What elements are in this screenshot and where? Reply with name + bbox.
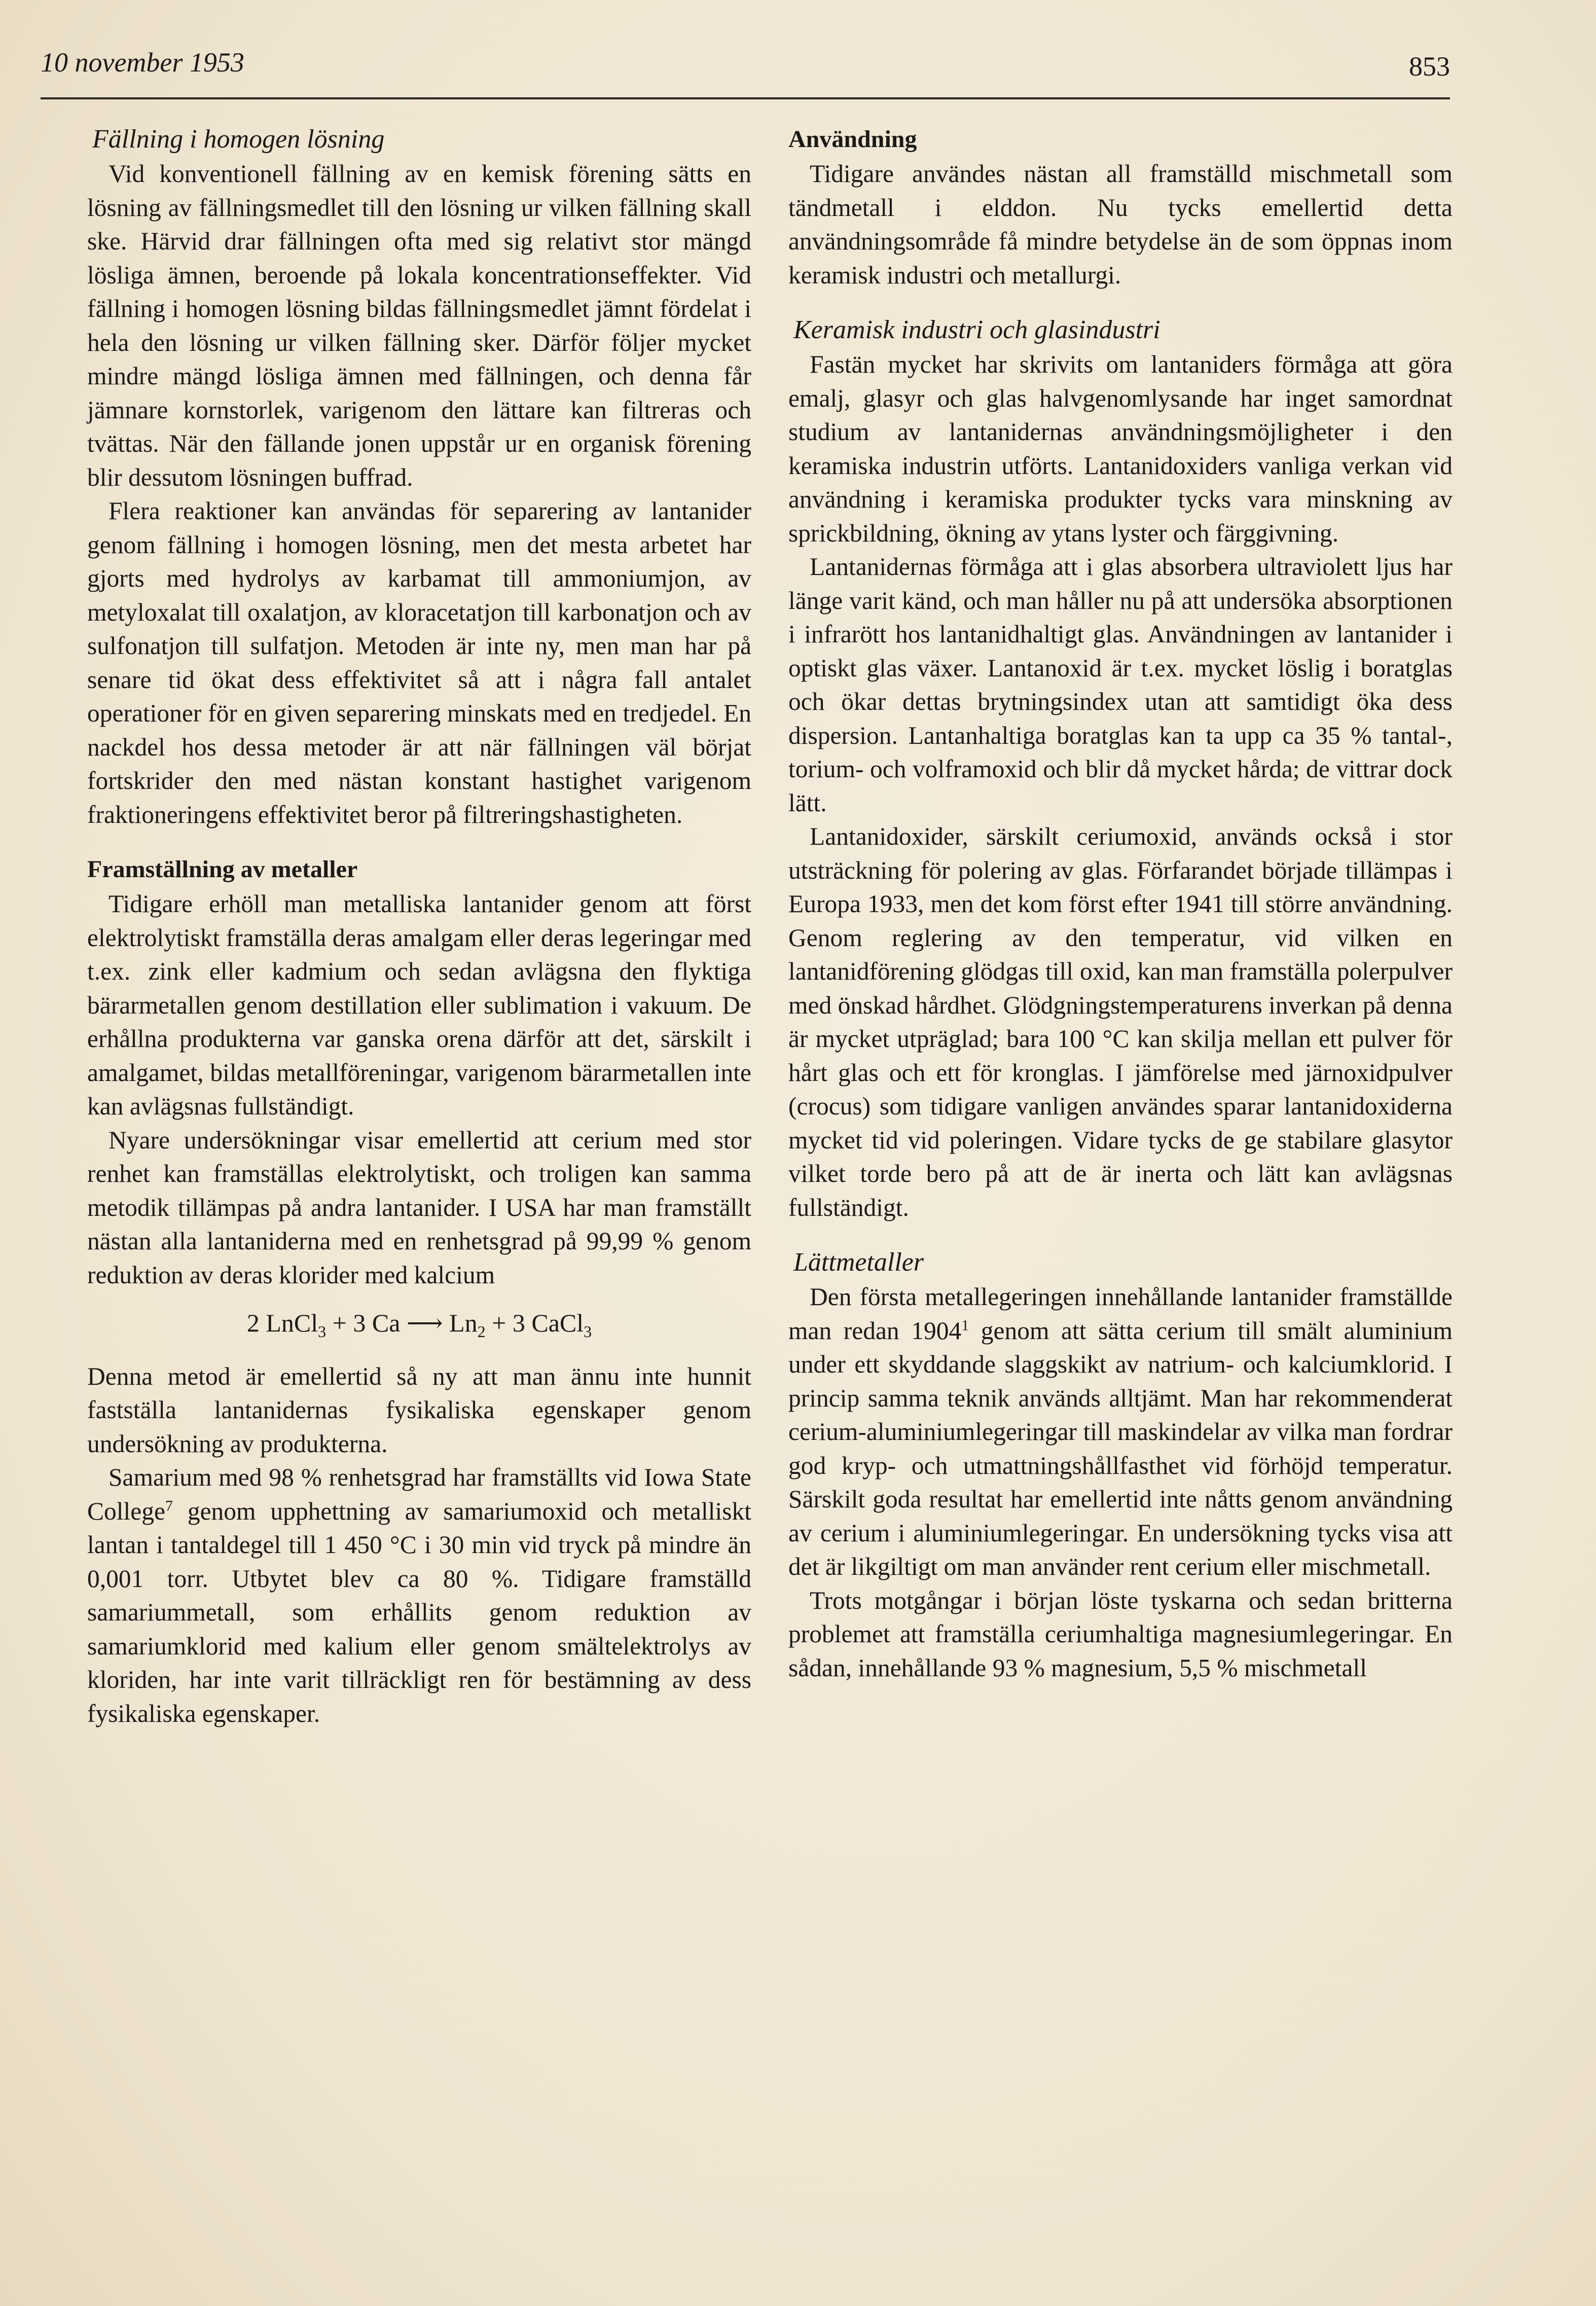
paragraph: Vid konventionell fällning av en kemisk förening sätts en lösning av fällningsmedlet till den lösning ur vilken fällning skall ske. Härvid drar fällningen ofta med sig relativt stor mängd lösliga ämnen, beroende på lokala koncentrationseffekter. Vid fällning i homogen lösning bildas fällningsmedlet jämnt fördelat i hela den lösning ur vilken fällning sker. Därför följer mycket mindre mängd lösliga ämnen med fällningen, och denna får jämnare kornstorlek, varigenom den lättare kan filtreras och tvättas. När den fällande jonen uppstår ur en organisk förening blir dessutom lösningen buffrad.: [87, 160, 751, 491]
paragraph: Nyare undersökningar visar emellertid att cerium med stor renhet kan framställas elektrolytiskt, och troligen kan samma metodik tillämpas på andra lantanider. I USA har man framställt nästan alla lantaniderna med en renhetsgrad på 99,99 % genom reduktion av deras klorider med kalcium: [87, 1126, 751, 1289]
paragraph: Samarium med 98 % renhetsgrad har framställts vid Iowa State College$^7$ genom upphettning av samariumoxid och metalliskt lantan i tantaldegel till 1 450 °C i 30 min vid tryck på mindre än 0,001 torr. Utbytet blev ca 80 %. Tidigare framställd samariummetall, som erhållits genom reduktion av samariumklorid med kalium eller genom smältelektrolys av kloriden, har inte varit tillräckligt ren för bestämning av dess fysikaliska egenskaper.: [87, 1463, 751, 1727]
footnote-ref: 7: [165, 1497, 173, 1514]
right-column: [788, 122, 1453, 1685]
header-rule: [41, 97, 1450, 99]
paragraph: Lantanidernas förmåga att i glas absorbera ultraviolett ljus har länge varit känd, och man håller nu på att undersöka absorptionen i infrarött hos lantanidhaltigt glas. Användningen av lantanider i optiskt glas växer. Lantanoxid är t.ex. mycket löslig i boratglas och ökar dettas brytningsindex utan att samtidigt öka dess dispersion. Lantanhaltiga boratglas kan ta upp ca 35 % tantal-, torium- och volframoxid och blir då mycket hårda; de vittrar dock lätt.: [788, 553, 1453, 817]
page-number: 853: [1409, 51, 1450, 82]
section-heading-metaller: Framställning av metaller: [87, 856, 358, 883]
section-heading-lattmetaller: Lättmetaller: [793, 1248, 924, 1277]
paragraph: Fastän mycket har skrivits om lantaniders förmåga att göra emalj, glasyr och glas halvgenomlysande har inget samordnat studium av lantanidernas användningsmöjligheter i den keramiska industrin utförts. Lantanidoxiders vanliga verkan vid användning i keramiska produkter tycks vara minskning av sprickbildning, ökning av ytans lyster och färggivning.: [788, 350, 1453, 547]
footnote-ref: 1: [961, 1317, 969, 1334]
page-header: [41, 47, 1450, 92]
paragraph: Lantanidoxider, särskilt ceriumoxid, används också i stor utsträckning för polering av glas. Förfarandet började tillämpas i Europa 1933, men det kom först efter 1941 till större användning. Genom reglering av den temperatur, vid vilken en lantanidförening glödgas till oxid, kan man framställa polerpulver med önskad hårdhet. Glödgningstemperaturens inverkan på denna är mycket utpräglad; bara 100 °C kan skilja mellan ett pulver för hårt glas och ett för kronglas. I jämförelse med järnoxidpulver (crocus) som tidigare vanligen användes sparar lantanidoxiderna mycket tid vid poleringen. Vidare tycks de ge stabilare glasytor vilket torde bero på att de är inerta och lätt kan avlägsnas fullständigt.: [788, 822, 1453, 1221]
paragraph: Tidigare erhöll man metalliska lantanider genom att först elektrolytiskt framställa deras amalgam eller deras legeringar med t.ex. zink eller kadmium och sedan avlägsna den flyktiga bärarmetallen genom destillation eller sublimation i vakuum. De erhållna produkterna var ganska orena därför att det, särskilt i amalgamet, bildas metallföreningar, varigenom bärarmetallen inte kan avlägsnas fullständigt.: [87, 890, 751, 1120]
header-date: 10 november 1953: [41, 47, 244, 78]
paragraph: Flera reaktioner kan användas för separering av lantanider genom fällning i homogen lösning, men det mesta arbetet har gjorts med hydrolys av karbamat till ammoniumjon, av metyloxalat till oxalatjon, av kloracetatjon till karbonatjon och av sulfonatjon till sulfatjon. Metoden är inte ny, men man har på senare tid ökat dess effektivitet så att i några fall antalet operationer för en given separering minskats med en tredjedel. En nackdel hos dessa metoder är att när fällningen väl börjat fortskrider den med nästan konstant hastighet varigenom fraktioneringens effektivitet beror på filtreringshastigheten.: [87, 497, 751, 828]
paragraph: Trots motgångar i början löste tyskarna och sedan britterna problemet att framställa ceriumhaltiga magnesiumlegeringar. En sådan, innehållande 93 % magnesium, 5,5 % mischmetall: [788, 1586, 1453, 1682]
paragraph: Denna metod är emellertid så ny att man ännu inte hunnit fastställa lantanidernas fysikaliska egenskaper genom undersökning av produkterna.: [87, 1362, 751, 1458]
chemical-equation: 2 LnCl$_3$ + 3 Ca ⟶ $Ln_2 + 3$ CaCl$_3$: [246, 1309, 592, 1341]
paragraph: Den första metallegeringen innehållande lantanider framställde man redan 1904$^1$ genom att sätta cerium till smält aluminium under ett skyddande slaggskikt av natrium- och kalciumklorid. I princip samma teknik används alltjämt. Man har rekommenderat cerium-aluminiumlegeringar till maskindelar av vilka man fordrar god kryp- och utmattningshållfasthet vid förhöjd temperatur. Särskilt goda resultat har emellertid inte nåtts genom användning av cerium i aluminiumlegeringar. En undersökning tycks visa att det är likgiltigt om man använder rent cerium eller mischmetall.: [788, 1283, 1453, 1580]
section-heading-keramisk: Keramisk industri och glasindustri: [793, 315, 1160, 344]
paragraph: Tidigare användes nästan all framställd mischmetall som tändmetall i elddon. Nu tycks emellertid detta användningsområde få mindre betydelse än de som öppnas inom keramisk industri och metallurgi.: [788, 160, 1453, 289]
left-column: [87, 122, 751, 1731]
section-heading-homogen: Fällning i homogen lösning: [92, 125, 385, 154]
section-heading-anvandning: Användning: [788, 126, 917, 153]
